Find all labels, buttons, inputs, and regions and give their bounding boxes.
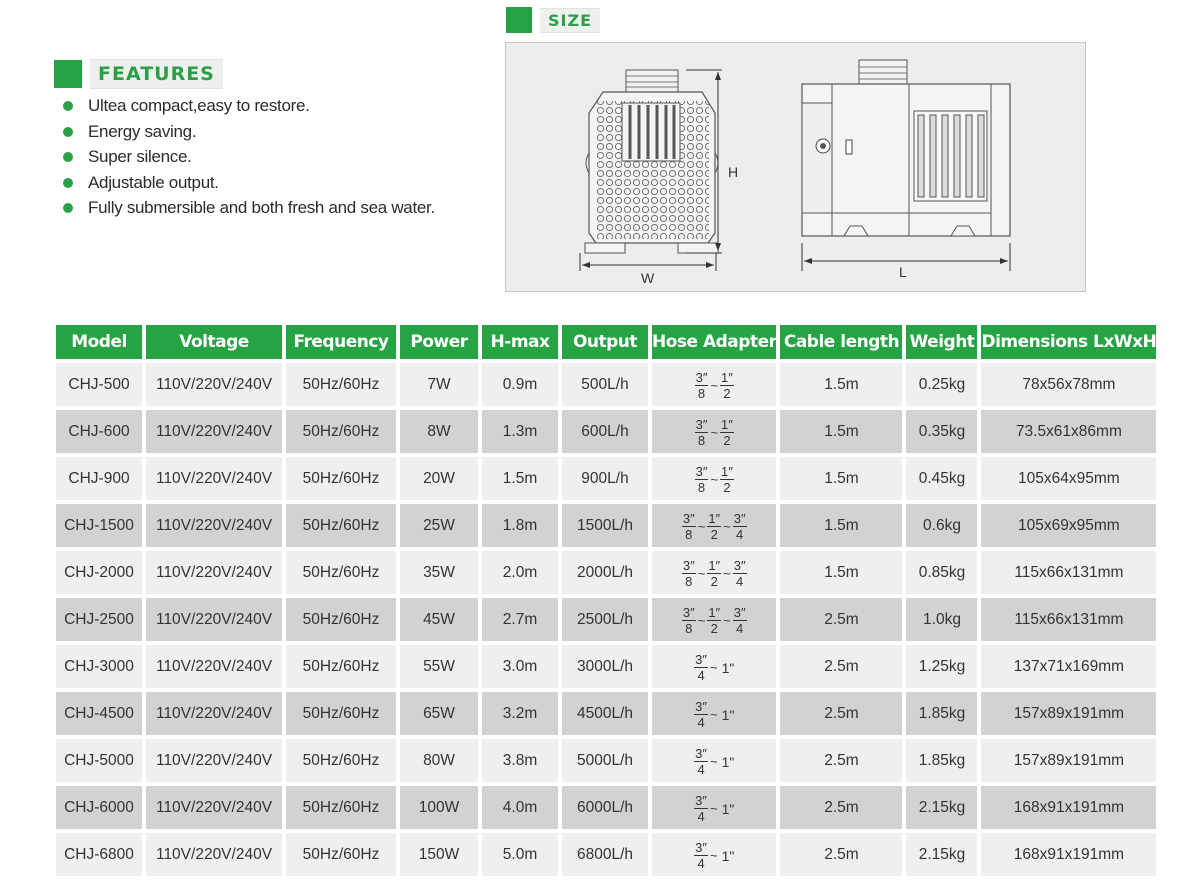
model-cell: CHJ-5000 bbox=[56, 739, 142, 782]
weight-cell: 0.6kg bbox=[906, 504, 977, 547]
inch-fraction: $\frac{1''}{2}$ bbox=[721, 370, 733, 401]
col-header-hose-adapter: Hose Adapter bbox=[652, 325, 776, 359]
col-header-hmax: H-max bbox=[482, 325, 558, 359]
col-header-power: Power bbox=[400, 325, 478, 359]
bullet-icon bbox=[63, 152, 73, 162]
hose-size-range bbox=[682, 606, 747, 635]
power-cell: 150W bbox=[400, 833, 478, 876]
table-body bbox=[56, 363, 1156, 876]
table-row bbox=[56, 598, 1156, 641]
inch-whole: 1" bbox=[721, 706, 735, 723]
inch-fraction: $\frac{1''}{2}$ bbox=[721, 417, 733, 448]
model-cell: CHJ-6000 bbox=[56, 786, 142, 829]
hmax-cell: 2.0m bbox=[482, 551, 558, 594]
model-cell: CHJ-6800 bbox=[56, 833, 142, 876]
hose-adapter-cell bbox=[652, 833, 776, 876]
range-separator: ~ bbox=[697, 613, 706, 628]
inch-fraction: $\frac{3''}{8}$ bbox=[695, 464, 708, 495]
voltage-cell: 110V/220V/240V bbox=[146, 786, 282, 829]
size-heading bbox=[506, 7, 600, 33]
frequency-cell: 50Hz/60Hz bbox=[286, 598, 396, 641]
col-header-weight: Weight bbox=[906, 325, 977, 359]
power-cell: 45W bbox=[400, 598, 478, 641]
hmax-cell: 4.0m bbox=[482, 786, 558, 829]
col-header-voltage: Voltage bbox=[146, 325, 282, 359]
hose-size-range bbox=[694, 747, 734, 776]
feature-item: Adjustable output. bbox=[60, 170, 435, 196]
output-cell: 5000L/h bbox=[562, 739, 648, 782]
inch-fraction: $\frac{3''}{8}$ bbox=[682, 605, 695, 636]
cable-length-cell: 2.5m bbox=[780, 692, 902, 735]
output-cell: 500L/h bbox=[562, 363, 648, 406]
frequency-cell: 50Hz/60Hz bbox=[286, 739, 396, 782]
hose-adapter-cell bbox=[652, 739, 776, 782]
hmax-cell: 5.0m bbox=[482, 833, 558, 876]
weight-cell: 0.85kg bbox=[906, 551, 977, 594]
col-header-dimensions: Dimensions LxWxH bbox=[981, 325, 1156, 359]
spec-table bbox=[52, 321, 1160, 880]
pump-front-view bbox=[580, 70, 722, 271]
hose-adapter-cell bbox=[652, 786, 776, 829]
voltage-cell: 110V/220V/240V bbox=[146, 645, 282, 688]
feature-item: Ultea compact,easy to restore. bbox=[60, 93, 435, 119]
weight-cell: 2.15kg bbox=[906, 833, 977, 876]
hmax-cell: 1.5m bbox=[482, 457, 558, 500]
bullet-icon bbox=[63, 101, 73, 111]
inch-fraction: $\frac{3''}{4}$ bbox=[695, 793, 707, 824]
range-separator: ~ bbox=[710, 472, 719, 487]
pump-side-view bbox=[802, 60, 1010, 271]
dimensions-cell: 73.5x61x86mm bbox=[981, 410, 1156, 453]
table-row bbox=[56, 551, 1156, 594]
table-row bbox=[56, 833, 1156, 876]
output-cell: 6000L/h bbox=[562, 786, 648, 829]
table-row bbox=[56, 786, 1156, 829]
hose-size-range bbox=[695, 371, 734, 400]
col-header-frequency: Frequency bbox=[286, 325, 396, 359]
power-cell: 65W bbox=[400, 692, 478, 735]
dimensions-cell: 157x89x191mm bbox=[981, 692, 1156, 735]
power-cell: 25W bbox=[400, 504, 478, 547]
voltage-cell: 110V/220V/240V bbox=[146, 410, 282, 453]
power-cell: 20W bbox=[400, 457, 478, 500]
output-cell: 2000L/h bbox=[562, 551, 648, 594]
voltage-cell: 110V/220V/240V bbox=[146, 551, 282, 594]
range-separator: ~ bbox=[709, 660, 718, 675]
table-header-row bbox=[56, 325, 1156, 359]
range-separator: ~ bbox=[709, 754, 718, 769]
frequency-cell: 50Hz/60Hz bbox=[286, 692, 396, 735]
range-separator: ~ bbox=[723, 566, 731, 581]
output-cell: 1500L/h bbox=[562, 504, 648, 547]
hmax-cell: 1.3m bbox=[482, 410, 558, 453]
hmax-cell: 2.7m bbox=[482, 598, 558, 641]
hose-adapter-cell bbox=[652, 363, 776, 406]
table-row bbox=[56, 645, 1156, 688]
size-diagram bbox=[505, 42, 1086, 292]
inch-fraction: $\frac{3''}{4}$ bbox=[733, 605, 746, 636]
voltage-cell: 110V/220V/240V bbox=[146, 363, 282, 406]
dimensions-cell: 115x66x131mm bbox=[981, 598, 1156, 641]
cable-length-cell: 1.5m bbox=[780, 551, 902, 594]
power-cell: 80W bbox=[400, 739, 478, 782]
model-cell: CHJ-2500 bbox=[56, 598, 142, 641]
hose-adapter-cell bbox=[652, 692, 776, 735]
weight-cell: 0.25kg bbox=[906, 363, 977, 406]
range-separator: ~ bbox=[710, 378, 719, 393]
width-label: W bbox=[641, 270, 655, 286]
col-header-model: Model bbox=[56, 325, 142, 359]
cable-length-cell: 2.5m bbox=[780, 786, 902, 829]
frequency-cell: 50Hz/60Hz bbox=[286, 504, 396, 547]
voltage-cell: 110V/220V/240V bbox=[146, 457, 282, 500]
hose-size-range bbox=[682, 559, 747, 588]
inch-fraction: $\frac{3''}{8}$ bbox=[682, 558, 695, 589]
cable-length-cell: 1.5m bbox=[780, 410, 902, 453]
voltage-cell: 110V/220V/240V bbox=[146, 739, 282, 782]
weight-cell: 1.85kg bbox=[906, 739, 977, 782]
frequency-cell: 50Hz/60Hz bbox=[286, 363, 396, 406]
model-cell: CHJ-3000 bbox=[56, 645, 142, 688]
range-separator: ~ bbox=[723, 613, 731, 628]
hose-size-range bbox=[695, 465, 734, 494]
model-cell: CHJ-600 bbox=[56, 410, 142, 453]
dimensions-cell: 115x66x131mm bbox=[981, 551, 1156, 594]
inch-whole: 1" bbox=[721, 847, 735, 864]
inch-fraction: $\frac{3''}{8}$ bbox=[682, 511, 695, 542]
hose-size-range bbox=[694, 653, 734, 682]
hose-size-range bbox=[682, 512, 747, 541]
inch-fraction: $\frac{3''}{4}$ bbox=[695, 840, 707, 871]
output-cell: 2500L/h bbox=[562, 598, 648, 641]
cable-length-cell: 1.5m bbox=[780, 504, 902, 547]
dimensions-cell: 105x64x95mm bbox=[981, 457, 1156, 500]
inch-fraction: $\frac{3''}{4}$ bbox=[695, 746, 707, 777]
features-list bbox=[60, 93, 435, 221]
table-row bbox=[56, 504, 1156, 547]
inch-fraction: $\frac{1''}{2}$ bbox=[708, 511, 721, 542]
dimensions-cell: 168x91x191mm bbox=[981, 833, 1156, 876]
range-separator: ~ bbox=[697, 519, 706, 534]
voltage-cell: 110V/220V/240V bbox=[146, 833, 282, 876]
hose-adapter-cell bbox=[652, 645, 776, 688]
hmax-cell: 0.9m bbox=[482, 363, 558, 406]
power-cell: 35W bbox=[400, 551, 478, 594]
inch-fraction: $\frac{3''}{4}$ bbox=[695, 652, 707, 683]
dimensions-cell: 78x56x78mm bbox=[981, 363, 1156, 406]
hmax-cell: 1.8m bbox=[482, 504, 558, 547]
frequency-cell: 50Hz/60Hz bbox=[286, 645, 396, 688]
hmax-cell: 3.8m bbox=[482, 739, 558, 782]
size-title: SIZE bbox=[540, 8, 600, 33]
hmax-cell: 3.2m bbox=[482, 692, 558, 735]
power-cell: 55W bbox=[400, 645, 478, 688]
range-separator: ~ bbox=[697, 566, 706, 581]
inch-fraction: $\frac{1''}{2}$ bbox=[708, 558, 721, 589]
inch-fraction: $\frac{3''}{8}$ bbox=[695, 417, 708, 448]
weight-cell: 2.15kg bbox=[906, 786, 977, 829]
features-heading bbox=[54, 59, 223, 89]
feature-item: Energy saving. bbox=[60, 119, 435, 145]
weight-cell: 1.0kg bbox=[906, 598, 977, 641]
cable-length-cell: 2.5m bbox=[780, 833, 902, 876]
model-cell: CHJ-1500 bbox=[56, 504, 142, 547]
feature-item: Fully submersible and both fresh and sea water. bbox=[60, 195, 435, 221]
col-header-output: Output bbox=[562, 325, 648, 359]
inch-fraction: $\frac{3''}{8}$ bbox=[695, 370, 708, 401]
dimensions-cell: 105x69x95mm bbox=[981, 504, 1156, 547]
hose-size-range bbox=[694, 794, 734, 823]
cable-length-cell: 2.5m bbox=[780, 598, 902, 641]
weight-cell: 1.25kg bbox=[906, 645, 977, 688]
output-cell: 4500L/h bbox=[562, 692, 648, 735]
hose-adapter-cell bbox=[652, 410, 776, 453]
cable-length-cell: 1.5m bbox=[780, 457, 902, 500]
bullet-icon bbox=[63, 203, 73, 213]
inch-fraction: $\frac{1''}{2}$ bbox=[721, 464, 733, 495]
hose-adapter-cell bbox=[652, 551, 776, 594]
voltage-cell: 110V/220V/240V bbox=[146, 598, 282, 641]
feature-item: Super silence. bbox=[60, 144, 435, 170]
weight-cell: 0.45kg bbox=[906, 457, 977, 500]
inch-fraction: $\frac{3''}{4}$ bbox=[733, 558, 746, 589]
range-separator: ~ bbox=[709, 801, 718, 816]
model-cell: CHJ-2000 bbox=[56, 551, 142, 594]
hose-adapter-cell bbox=[652, 504, 776, 547]
dimensions-cell: 168x91x191mm bbox=[981, 786, 1156, 829]
inch-fraction: $\frac{3''}{4}$ bbox=[695, 699, 707, 730]
output-cell: 600L/h bbox=[562, 410, 648, 453]
cable-length-cell: 2.5m bbox=[780, 739, 902, 782]
voltage-cell: 110V/220V/240V bbox=[146, 504, 282, 547]
range-separator: ~ bbox=[709, 848, 718, 863]
power-cell: 8W bbox=[400, 410, 478, 453]
features-title: FEATURES bbox=[90, 59, 223, 89]
hose-adapter-cell bbox=[652, 457, 776, 500]
green-square-icon bbox=[54, 60, 82, 88]
cable-length-cell: 2.5m bbox=[780, 645, 902, 688]
voltage-cell: 110V/220V/240V bbox=[146, 692, 282, 735]
table-row bbox=[56, 410, 1156, 453]
frequency-cell: 50Hz/60Hz bbox=[286, 410, 396, 453]
table-row bbox=[56, 363, 1156, 406]
range-separator: ~ bbox=[710, 425, 719, 440]
inch-whole: 1" bbox=[721, 800, 735, 817]
model-cell: CHJ-900 bbox=[56, 457, 142, 500]
frequency-cell: 50Hz/60Hz bbox=[286, 786, 396, 829]
table-row bbox=[56, 739, 1156, 782]
hose-size-range bbox=[695, 418, 734, 447]
hose-size-range bbox=[694, 700, 734, 729]
inch-whole: 1" bbox=[721, 753, 735, 770]
dimensions-cell: 137x71x169mm bbox=[981, 645, 1156, 688]
output-cell: 6800L/h bbox=[562, 833, 648, 876]
height-label: H bbox=[728, 164, 739, 180]
bullet-icon bbox=[63, 127, 73, 137]
inch-fraction: $\frac{3''}{4}$ bbox=[733, 511, 746, 542]
hose-adapter-cell bbox=[652, 598, 776, 641]
length-label: L bbox=[899, 264, 907, 280]
bullet-icon bbox=[63, 178, 73, 188]
cable-length-cell: 1.5m bbox=[780, 363, 902, 406]
green-square-icon bbox=[506, 7, 532, 33]
frequency-cell: 50Hz/60Hz bbox=[286, 551, 396, 594]
range-separator: ~ bbox=[709, 707, 718, 722]
model-cell: CHJ-4500 bbox=[56, 692, 142, 735]
model-cell: CHJ-500 bbox=[56, 363, 142, 406]
range-separator: ~ bbox=[723, 519, 731, 534]
frequency-cell: 50Hz/60Hz bbox=[286, 833, 396, 876]
power-cell: 7W bbox=[400, 363, 478, 406]
dimensions-cell: 157x89x191mm bbox=[981, 739, 1156, 782]
power-cell: 100W bbox=[400, 786, 478, 829]
inch-fraction: $\frac{1''}{2}$ bbox=[708, 605, 721, 636]
table-row bbox=[56, 457, 1156, 500]
hmax-cell: 3.0m bbox=[482, 645, 558, 688]
frequency-cell: 50Hz/60Hz bbox=[286, 457, 396, 500]
hose-size-range bbox=[694, 841, 734, 870]
weight-cell: 1.85kg bbox=[906, 692, 977, 735]
table-row bbox=[56, 692, 1156, 735]
pump-drawings bbox=[506, 43, 1085, 291]
output-cell: 900L/h bbox=[562, 457, 648, 500]
col-header-cable-length: Cable length bbox=[780, 325, 902, 359]
output-cell: 3000L/h bbox=[562, 645, 648, 688]
inch-whole: 1" bbox=[721, 659, 735, 676]
weight-cell: 0.35kg bbox=[906, 410, 977, 453]
